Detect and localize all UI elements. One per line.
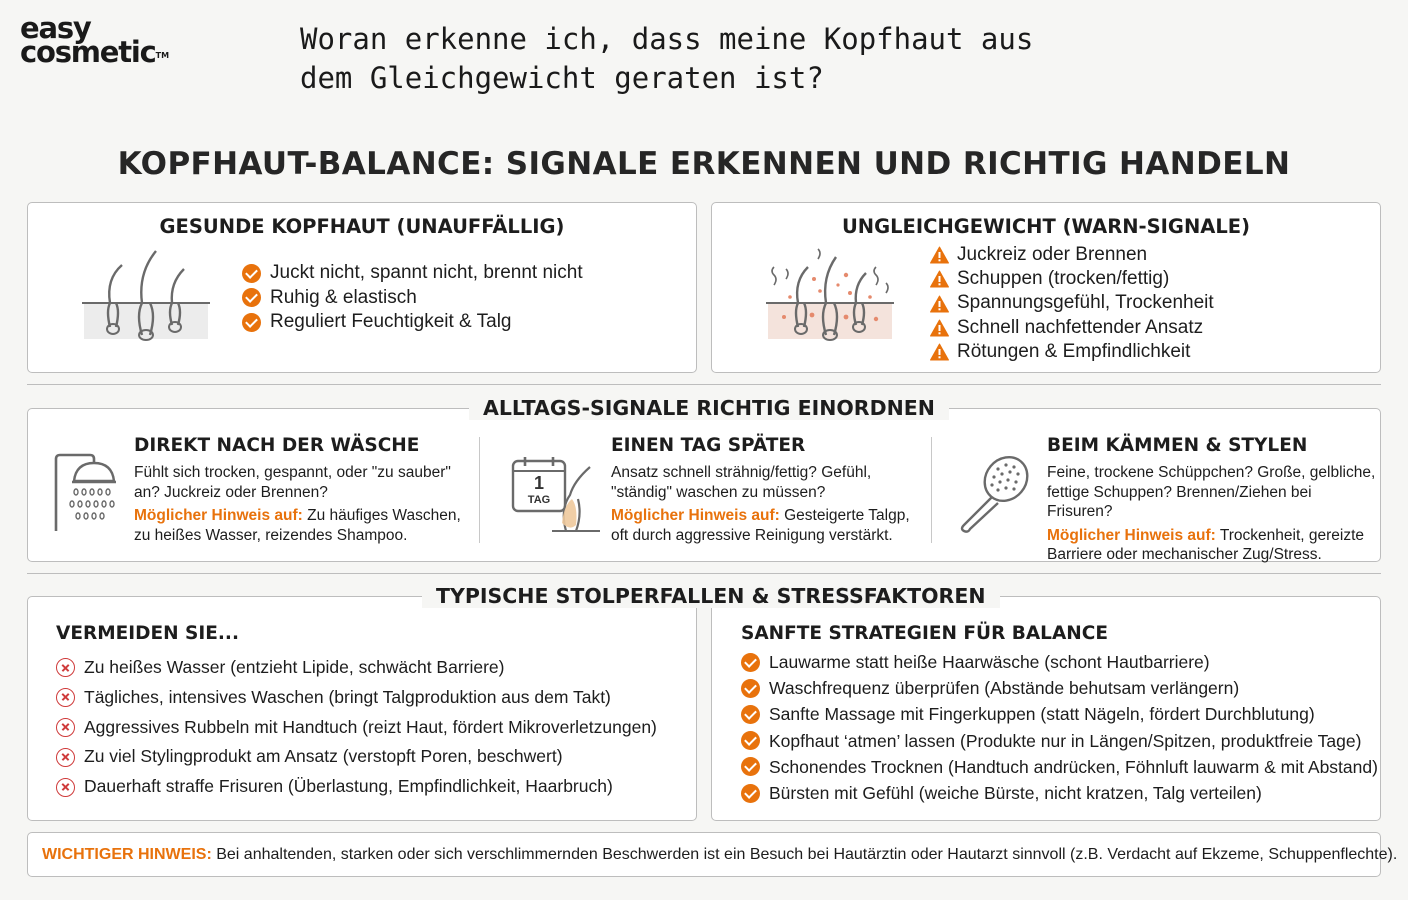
- hairbrush-icon: [954, 453, 1034, 533]
- check-icon: [741, 679, 760, 698]
- list-item: Sanfte Massage mit Fingerkuppen (statt Nägeln, fördert Durchblutung): [741, 701, 1378, 727]
- section-divider: [27, 573, 1381, 574]
- signal-column-next-day: [611, 463, 921, 545]
- list-item: Juckt nicht, spannt nicht, brennt nicht: [242, 261, 583, 286]
- warning-signs-list: [930, 243, 1214, 364]
- warning-icon: [930, 246, 949, 264]
- check-icon: [741, 784, 760, 803]
- avoid-x-icon: [56, 748, 75, 767]
- note-text: Bei anhaltenden, starken oder sich verschlimmernden Beschwerden ist ein Besuch bei Hautärztin oder Hautarzt sinnvoll (z.B. Verdacht auf Ekzeme, Schuppenflechte).: [216, 846, 1398, 863]
- pitfalls-title: TYPISCHE STOLPERFALLEN & STRESSFAKTOREN: [422, 584, 1000, 608]
- signal-heading-wash: DIREKT NACH DER WÄSCHE: [134, 435, 420, 456]
- everyday-signals-box: [27, 408, 1381, 562]
- healthy-signs-list: [242, 261, 583, 335]
- important-note: [27, 832, 1398, 877]
- check-icon: [741, 757, 760, 776]
- brand-line-2: cosmetic: [20, 35, 156, 69]
- list-item: Ruhig & elastisch: [242, 286, 583, 311]
- irritated-scalp-icon: [764, 245, 896, 341]
- avoid-x-icon: [56, 688, 75, 707]
- list-item: Waschfrequenz überprüfen (Abstände behutsam verlängern): [741, 675, 1378, 701]
- shower-icon: [50, 451, 120, 533]
- avoid-x-icon: [56, 718, 75, 737]
- section-divider: [27, 384, 1381, 385]
- page-question: Woran erkenne ich, dass meine Kopfhaut aus dem Gleichgewicht geraten ist?: [300, 22, 1034, 95]
- signal-heading-styling: BEIM KÄMMEN & STYLEN: [1047, 435, 1308, 456]
- brand-logo: [20, 11, 170, 69]
- warning-icon: [930, 319, 949, 337]
- list-item: Dauerhaft straffe Frisuren (Überlastung, Empfindlichkeit, Haarbruch): [56, 772, 657, 802]
- healthy-scalp-box: [27, 202, 697, 373]
- signal-question: Ansatz schnell strähnig/fettig? Gefühl, "ständig" waschen zu müssen?: [611, 464, 872, 501]
- hint-text: Trockenheit, gereizte Barriere oder mechanischer Zug/Stress.: [1047, 526, 1365, 563]
- pitfalls-box: [27, 596, 697, 821]
- list-item: Rötungen & Empfindlichkeit: [930, 340, 1214, 364]
- imbalance-box: [711, 202, 1381, 373]
- avoid-list: [56, 653, 657, 802]
- list-item: Lauwarme statt heiße Haarwäsche (schont Hautbarriere): [741, 649, 1378, 675]
- check-icon: [741, 653, 760, 672]
- list-item: Zu viel Stylingprodukt am Ansatz (verstopft Poren, beschwert): [56, 742, 657, 772]
- everyday-signals-title: ALLTAGS-SIGNALE RICHTIG EINORDNEN: [469, 396, 949, 420]
- healthy-scalp-title: GESUNDE KOPFHAUT (UNAUFFÄLLIG): [159, 215, 565, 238]
- avoid-x-icon: [56, 778, 75, 797]
- signal-question: Feine, trockene Schüppchen? Große, gelbliche, fettige Schuppen? Brennen/Ziehen bei Frisuren?: [1047, 464, 1376, 520]
- check-icon: [741, 731, 760, 750]
- list-item: Tägliches, intensives Waschen (bringt Talgproduktion aus dem Takt): [56, 683, 657, 713]
- strategies-heading: SANFTE STRATEGIEN FÜR BALANCE: [741, 623, 1108, 644]
- hint-label: Möglicher Hinweis auf:: [1047, 526, 1216, 544]
- hint-label: Möglicher Hinweis auf:: [134, 507, 303, 524]
- warning-icon: [930, 270, 949, 288]
- column-divider: [479, 437, 480, 543]
- list-item: Aggressives Rubbeln mit Handtuch (reizt Haut, fördert Mikroverletzungen): [56, 713, 657, 743]
- check-icon: [242, 288, 261, 307]
- signal-column-styling: [1047, 463, 1377, 565]
- hint-text: Gesteigerte Talgp, oft durch aggressive Reinigung verstärkt.: [611, 507, 910, 544]
- list-item: Juckreiz oder Brennen: [930, 243, 1214, 267]
- list-item: Kopfhaut ‘atmen’ lassen (Produkte nur in Längen/Spitzen, produktfreie Tage): [741, 728, 1378, 754]
- main-title: KOPFHAUT-BALANCE: SIGNALE ERKENNEN UND RICHTIG HANDELN: [117, 146, 1291, 182]
- list-item: Spannungsgefühl, Trockenheit: [930, 291, 1214, 315]
- list-item: Schuppen (trocken/fettig): [930, 267, 1214, 291]
- signal-heading-next-day: EINEN TAG SPÄTER: [611, 435, 806, 456]
- check-icon: [741, 705, 760, 724]
- warning-icon: [930, 295, 949, 313]
- strategies-list: [741, 649, 1378, 806]
- note-label: WICHTIGER HINWEIS:: [42, 846, 212, 863]
- imbalance-title: UNGLEICHGEWICHT (WARN-SIGNALE): [841, 215, 1251, 238]
- list-item: Schonendes Trocknen (Handtuch andrücken, Föhnluft lauwarm & mit Abstand): [741, 754, 1378, 780]
- avoid-x-icon: [56, 658, 75, 677]
- list-item: Zu heißes Wasser (entzieht Lipide, schwächt Barriere): [56, 653, 657, 683]
- column-divider: [931, 437, 932, 543]
- check-icon: [242, 264, 261, 283]
- warning-icon: [930, 343, 949, 361]
- brand-line-1: easy: [20, 11, 91, 45]
- signal-question: Fühlt sich trocken, gespannt, oder "zu sauber" an? Juckreiz oder Brennen?: [134, 464, 451, 501]
- calendar-label: TAG: [527, 494, 551, 506]
- hint-label: Möglicher Hinweis auf:: [611, 507, 780, 524]
- calendar-number: 1: [533, 473, 544, 493]
- trademark: TM: [155, 51, 170, 60]
- check-icon: [242, 313, 261, 332]
- list-item: Schnell nachfettender Ansatz: [930, 316, 1214, 340]
- signal-column-wash: [134, 463, 464, 545]
- list-item: Reguliert Feuchtigkeit & Talg: [242, 310, 583, 335]
- healthy-hair-follicle-icon: [80, 249, 212, 341]
- hint-text: Zu häufiges Waschen, zu heißes Wasser, reizendes Shampoo.: [134, 507, 461, 544]
- strategies-box: [711, 596, 1381, 821]
- avoid-heading: VERMEIDEN SIE...: [56, 623, 239, 644]
- list-item: Bürsten mit Gefühl (weiche Bürste, nicht kratzen, Talg verteilen): [741, 780, 1378, 806]
